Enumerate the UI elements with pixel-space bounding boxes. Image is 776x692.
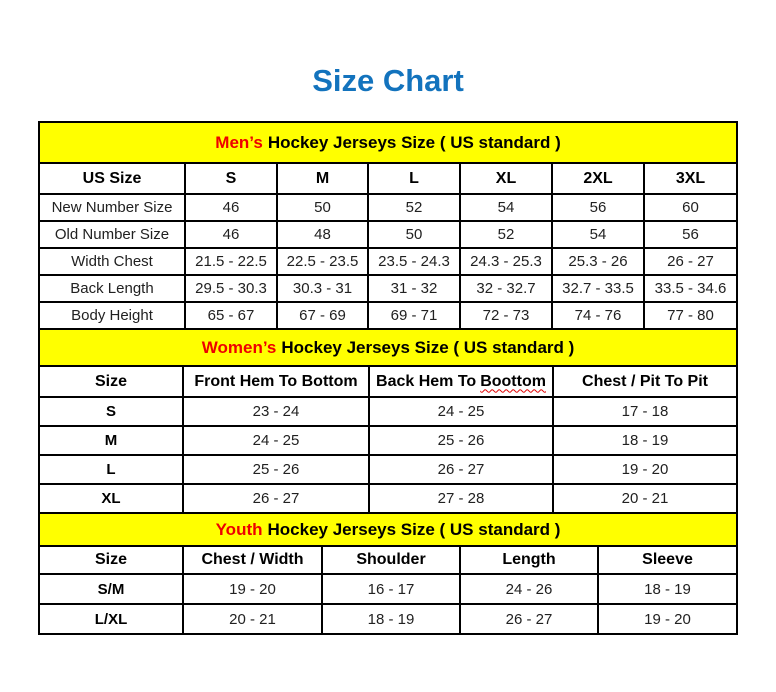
value-cell: 52 xyxy=(460,221,552,248)
size-chart-tables xyxy=(38,121,736,635)
table-row xyxy=(39,302,737,329)
row-label: S xyxy=(39,397,183,426)
value-cell: 23.5 - 24.3 xyxy=(368,248,460,275)
value-cell: 46 xyxy=(185,221,277,248)
table-row xyxy=(39,574,737,604)
youth-col-header: Length xyxy=(460,546,598,574)
value-cell: 19 - 20 xyxy=(598,604,737,634)
row-label: Back Length xyxy=(39,275,185,302)
value-cell: 18 - 19 xyxy=(553,426,737,455)
youth-header-row xyxy=(39,546,737,574)
value-cell: 31 - 32 xyxy=(368,275,460,302)
mens-col-header: L xyxy=(368,163,460,194)
row-label: L xyxy=(39,455,183,484)
value-cell: 25.3 - 26 xyxy=(552,248,644,275)
value-cell: 25 - 26 xyxy=(183,455,369,484)
womens-col-header-back-prefix: Back Hem To xyxy=(376,372,477,390)
womens-banner-row xyxy=(39,329,737,366)
row-label: Old Number Size xyxy=(39,221,185,248)
misspelled-word: Boottom xyxy=(480,372,546,390)
value-cell: 46 xyxy=(185,194,277,221)
value-cell: 56 xyxy=(552,194,644,221)
value-cell: 24.3 - 25.3 xyxy=(460,248,552,275)
value-cell: 77 - 80 xyxy=(644,302,737,329)
value-cell: 69 - 71 xyxy=(368,302,460,329)
value-cell: 18 - 19 xyxy=(598,574,737,604)
value-cell: 32.7 - 33.5 xyxy=(552,275,644,302)
table-row xyxy=(39,194,737,221)
value-cell: 50 xyxy=(368,221,460,248)
row-label: S/M xyxy=(39,574,183,604)
value-cell: 22.5 - 23.5 xyxy=(277,248,368,275)
row-label: L/XL xyxy=(39,604,183,634)
value-cell: 18 - 19 xyxy=(322,604,460,634)
table-row xyxy=(39,248,737,275)
value-cell: 21.5 - 22.5 xyxy=(185,248,277,275)
value-cell: 26 - 27 xyxy=(183,484,369,513)
page-title: Size Chart xyxy=(312,63,464,98)
womens-col-header: Chest / Pit To Pit xyxy=(553,366,737,397)
mens-banner-highlight: Men’s xyxy=(215,132,263,152)
value-cell: 26 - 27 xyxy=(644,248,737,275)
mens-banner-text: Hockey Jerseys Size ( US standard ) xyxy=(267,132,561,152)
womens-col-header: Size xyxy=(39,366,183,397)
mens-col-header: 3XL xyxy=(644,163,737,194)
value-cell: 52 xyxy=(368,194,460,221)
value-cell: 17 - 18 xyxy=(553,397,737,426)
mens-banner xyxy=(39,122,737,163)
womens-header-row xyxy=(39,366,737,397)
value-cell: 23 - 24 xyxy=(183,397,369,426)
value-cell: 54 xyxy=(552,221,644,248)
value-cell: 27 - 28 xyxy=(369,484,553,513)
value-cell: 72 - 73 xyxy=(460,302,552,329)
row-label: Body Height xyxy=(39,302,185,329)
womens-banner-text: Hockey Jerseys Size ( US standard ) xyxy=(281,337,575,357)
value-cell: 54 xyxy=(460,194,552,221)
value-cell: 30.3 - 31 xyxy=(277,275,368,302)
womens-banner-highlight: Women’s xyxy=(201,337,277,357)
table-row xyxy=(39,484,737,513)
mens-banner-row xyxy=(39,122,737,163)
youth-col-header: Sleeve xyxy=(598,546,737,574)
mens-header-row xyxy=(39,163,737,194)
table-row xyxy=(39,221,737,248)
womens-col-header xyxy=(369,366,553,397)
value-cell: 60 xyxy=(644,194,737,221)
row-label: New Number Size xyxy=(39,194,185,221)
youth-banner-text: Hockey Jerseys Size ( US standard ) xyxy=(267,519,561,539)
value-cell: 19 - 20 xyxy=(183,574,322,604)
value-cell: 24 - 26 xyxy=(460,574,598,604)
value-cell: 50 xyxy=(277,194,368,221)
value-cell: 16 - 17 xyxy=(322,574,460,604)
row-label: Width Chest xyxy=(39,248,185,275)
table-row xyxy=(39,604,737,634)
table-row xyxy=(39,275,737,302)
value-cell: 24 - 25 xyxy=(369,397,553,426)
table-row xyxy=(39,426,737,455)
value-cell: 26 - 27 xyxy=(369,455,553,484)
womens-col-header: Front Hem To Bottom xyxy=(183,366,369,397)
youth-size-table xyxy=(38,512,738,635)
value-cell: 20 - 21 xyxy=(553,484,737,513)
value-cell: 74 - 76 xyxy=(552,302,644,329)
youth-col-header: Chest / Width xyxy=(183,546,322,574)
mens-col-header: XL xyxy=(460,163,552,194)
value-cell: 56 xyxy=(644,221,737,248)
value-cell: 65 - 67 xyxy=(185,302,277,329)
value-cell: 26 - 27 xyxy=(460,604,598,634)
value-cell: 20 - 21 xyxy=(183,604,322,634)
value-cell: 32 - 32.7 xyxy=(460,275,552,302)
mens-col-header: S xyxy=(185,163,277,194)
value-cell: 29.5 - 30.3 xyxy=(185,275,277,302)
youth-col-header: Shoulder xyxy=(322,546,460,574)
youth-banner xyxy=(39,513,737,546)
womens-banner xyxy=(39,329,737,366)
value-cell: 25 - 26 xyxy=(369,426,553,455)
womens-size-table xyxy=(38,328,738,514)
table-row xyxy=(39,455,737,484)
value-cell: 24 - 25 xyxy=(183,426,369,455)
mens-size-table xyxy=(38,121,738,330)
value-cell: 67 - 69 xyxy=(277,302,368,329)
row-label: M xyxy=(39,426,183,455)
mens-col-header: M xyxy=(277,163,368,194)
mens-col-header: US Size xyxy=(39,163,185,194)
value-cell: 48 xyxy=(277,221,368,248)
value-cell: 33.5 - 34.6 xyxy=(644,275,737,302)
value-cell: 19 - 20 xyxy=(553,455,737,484)
row-label: XL xyxy=(39,484,183,513)
mens-col-header: 2XL xyxy=(552,163,644,194)
youth-banner-row xyxy=(39,513,737,546)
youth-banner-highlight: Youth xyxy=(215,519,263,539)
youth-col-header: Size xyxy=(39,546,183,574)
table-row xyxy=(39,397,737,426)
